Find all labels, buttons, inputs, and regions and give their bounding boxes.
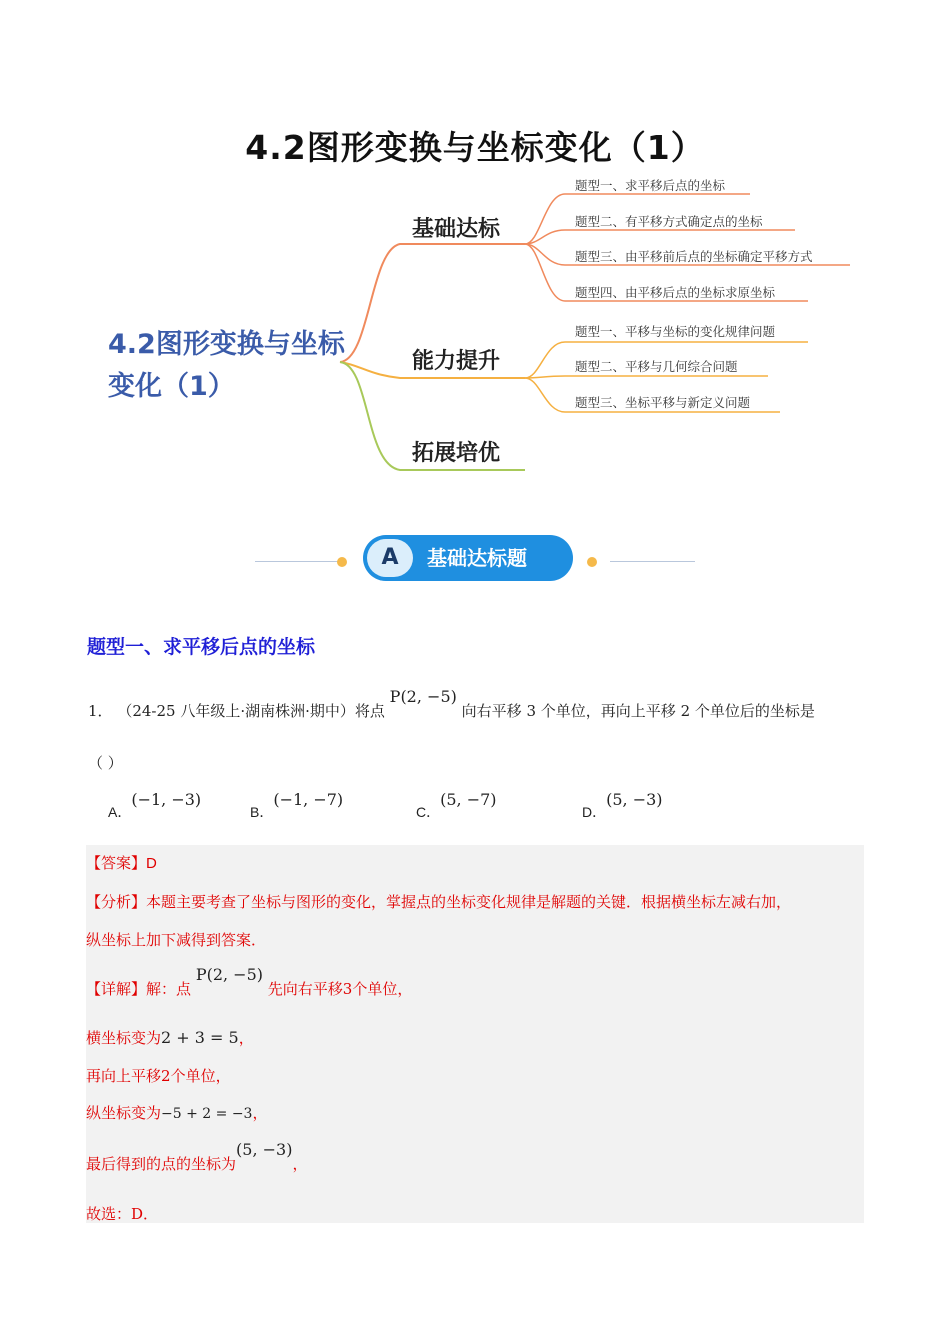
banner-divider-left: [255, 561, 340, 562]
option-value: (−1, −3): [131, 790, 202, 809]
step-1-text: 横坐标变为: [86, 1029, 162, 1047]
document-title: 4.2图形变换与坐标变化（1）: [245, 128, 705, 167]
question-source: （24-25 八年级上·湖南株洲·期中）将点: [117, 702, 385, 720]
step-4-math: (5, −3): [236, 1140, 293, 1159]
banner-divider-right: [610, 561, 695, 562]
option-value: (5, −7): [440, 790, 497, 809]
analysis-text: 本题主要考查了坐标与图形的变化，掌握点的坐标变化规律是解题的关键．根据横坐标左减右加，: [146, 893, 792, 911]
answer-tag: 【答案】: [86, 854, 147, 872]
mind-map-leaf: 题型三、坐标平移与新定义问题: [575, 395, 751, 410]
step-1-math: 2 + 3 = 5: [161, 1028, 239, 1047]
question-point: P(2, −5): [389, 687, 457, 706]
option-a[interactable]: [108, 790, 202, 820]
mind-map-root: 4.2图形变换与坐标变化（1）: [108, 329, 345, 402]
step-3: [86, 1102, 267, 1123]
answer-line: [86, 852, 157, 873]
mind-map-leaf: 题型一、平移与坐标的变化规律问题: [575, 324, 776, 339]
detail-n1: 3: [342, 980, 353, 998]
step-3-math: −5 + 2 = −3: [161, 1106, 253, 1122]
question-number: 1．: [88, 702, 113, 720]
answer-value: D: [146, 855, 157, 872]
option-c[interactable]: [416, 790, 497, 820]
detail-point: P(2, −5): [195, 965, 263, 984]
step-4-end: ，: [292, 1155, 308, 1173]
analysis-line: [86, 891, 791, 912]
banner-pill: [363, 535, 573, 581]
option-value: (−1, −7): [273, 790, 344, 809]
banner-text: 基础达标题: [427, 546, 527, 570]
mind-map-leaf: 题型二、有平移方式确定点的坐标: [575, 214, 763, 229]
step-2-text: 再向上平移: [86, 1067, 162, 1085]
mind-map-branch-ability: 能力提升: [412, 349, 501, 374]
step-1: [86, 1027, 254, 1048]
option-label: D．: [582, 804, 607, 820]
mind-map-leaf: 题型三、由平移前后点的坐标确定平移方式: [575, 249, 813, 264]
option-value: (5, −3): [606, 790, 663, 809]
question-text-c: 个单位后的坐标是: [694, 702, 815, 720]
step-3-end: ，: [252, 1104, 268, 1122]
option-label: A．: [108, 804, 132, 820]
mind-map-leaf: 题型二、平移与几何综合问题: [575, 359, 738, 374]
step-2-n: 2: [161, 1067, 171, 1085]
question-text-b: 个单位，再向上平移: [540, 702, 676, 720]
detail-suffix-a: 先向右平移: [267, 980, 343, 998]
mind-map-leaf: 题型四、由平移后点的坐标求原坐标: [575, 285, 776, 300]
mind-map-branch-extension: 拓展培优: [412, 441, 501, 466]
section-heading: 题型一、求平移后点的坐标: [87, 636, 316, 658]
detail-suffix-b: 个单位，: [352, 980, 413, 998]
banner-dot-left: [337, 557, 347, 567]
option-d[interactable]: [582, 790, 663, 820]
section-banner: [255, 535, 695, 583]
detail-tag: 【详解】: [86, 980, 147, 998]
option-b[interactable]: [250, 790, 344, 820]
option-label: C．: [416, 804, 441, 820]
step-2: [86, 1065, 231, 1086]
banner-dot-right: [587, 557, 597, 567]
step-3-text: 纵坐标变为: [86, 1104, 162, 1122]
mind-map-leaf: 题型一、求平移后点的坐标: [575, 178, 726, 193]
banner-letter: A: [367, 539, 413, 577]
question-text-a: 向右平移: [461, 702, 522, 720]
detail-prefix: 解：点: [146, 980, 192, 998]
question-paren: （ ）: [88, 754, 123, 772]
option-label: B．: [250, 804, 274, 820]
detail-line: [86, 965, 413, 999]
analysis-line-2: 纵坐标上加下减得到答案．: [86, 931, 267, 949]
analysis-tag: 【分析】: [86, 893, 147, 911]
question-n1: 3: [526, 702, 536, 720]
mind-map-branch-basic: 基础达标: [412, 217, 501, 242]
step-4: [86, 1140, 308, 1174]
question-stem: [88, 687, 815, 721]
mind-map: [0, 160, 950, 490]
question-n2: 2: [680, 702, 691, 720]
step-2-end: 个单位，: [170, 1067, 231, 1085]
final-choice: 故选：D．: [86, 1205, 159, 1223]
answer-box: [86, 845, 864, 1223]
step-4-text: 最后得到的点的坐标为: [86, 1155, 237, 1173]
step-1-end: ，: [238, 1029, 254, 1047]
